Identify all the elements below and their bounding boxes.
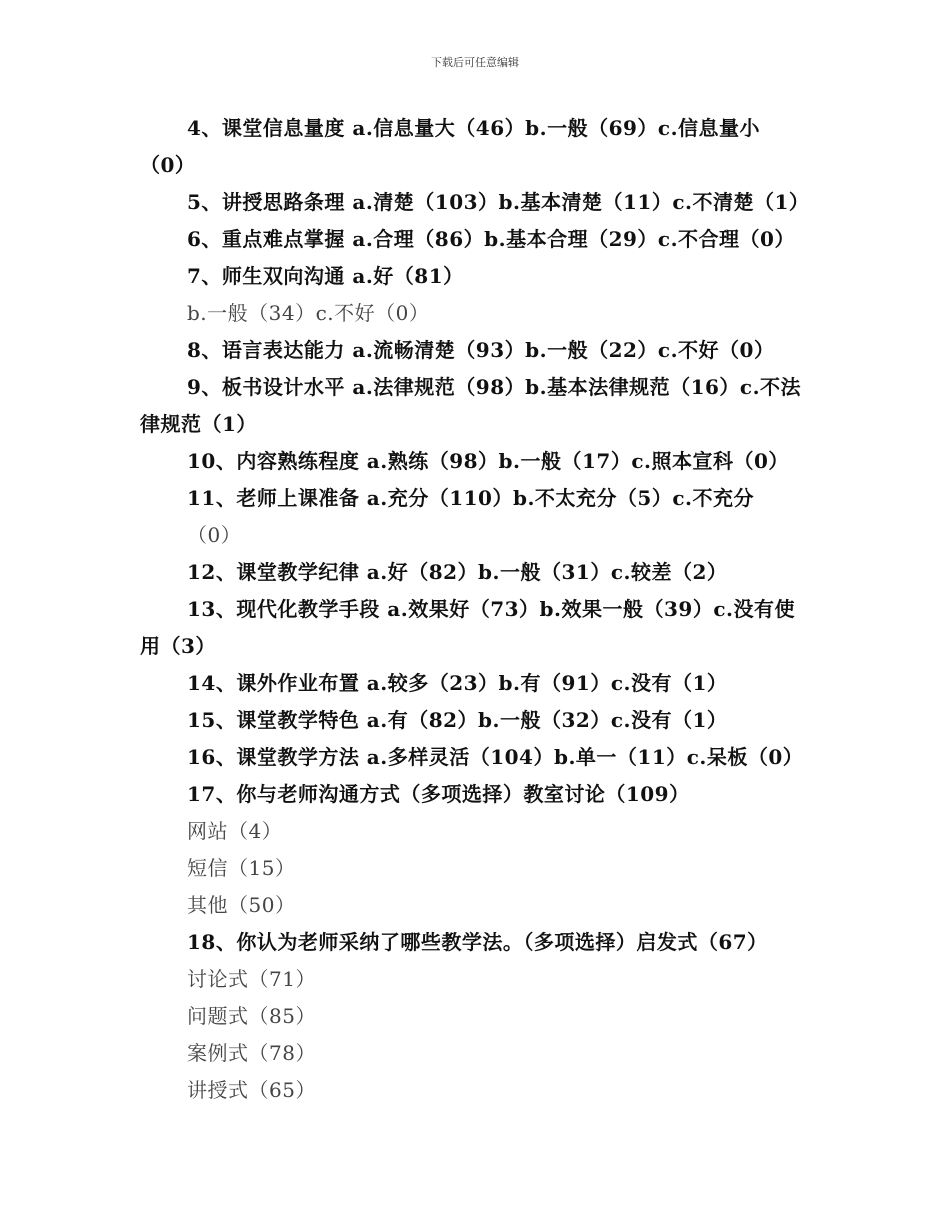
survey-line: b.一般（34）c.不好（0） — [187, 301, 430, 325]
survey-line: 短信（15） — [187, 856, 296, 880]
survey-line: 13、现代化教学手段 a.效果好（73）b.效果一般（39）c.没有使 — [187, 597, 795, 621]
survey-line: 12、课堂教学纪律 a.好（82）b.一般（31）c.较差（2） — [187, 560, 728, 584]
survey-line: 15、课堂教学特色 a.有（82）b.一般（32）c.没有（1） — [187, 708, 728, 732]
survey-line: 9、板书设计水平 a.法律规范（98）b.基本法律规范（16）c.不法 — [187, 375, 802, 399]
survey-line: 用（3） — [140, 634, 216, 658]
survey-line: 问题式（85） — [187, 1004, 316, 1028]
survey-line: 5、讲授思路条理 a.清楚（103）b.基本清楚（11）c.不清楚（1） — [187, 190, 810, 214]
survey-line: （0） — [140, 153, 196, 177]
survey-line: 讲授式（65） — [187, 1078, 316, 1102]
survey-line: 6、重点难点掌握 a.合理（86）b.基本合理（29）c.不合理（0） — [187, 227, 795, 251]
survey-line: 17、你与老师沟通方式（多项选择）教室讨论（109） — [187, 782, 690, 806]
survey-line: 讨论式（71） — [187, 967, 316, 991]
survey-line: 8、语言表达能力 a.流畅清楚（93）b.一般（22）c.不好（0） — [187, 338, 775, 362]
survey-line: 16、课堂教学方法 a.多样灵活（104）b.单一（11）c.呆板（0） — [187, 745, 804, 769]
document-body — [140, 110, 820, 1109]
survey-line: （0） — [187, 523, 242, 547]
survey-line: 律规范（1） — [140, 412, 257, 436]
survey-line: 18、你认为老师采纳了哪些教学法。（多项选择）启发式（67） — [187, 930, 768, 954]
survey-line: 网站（4） — [187, 819, 283, 843]
page-header: 下载后可任意编辑 — [431, 56, 519, 69]
survey-line: 其他（50） — [187, 893, 296, 917]
survey-line: 7、师生双向沟通 a.好（81） — [187, 264, 464, 288]
survey-line: 案例式（78） — [187, 1041, 316, 1065]
survey-line: 10、内容熟练程度 a.熟练（98）b.一般（17）c.照本宣科（0） — [187, 449, 789, 473]
survey-line: 4、课堂信息量度 a.信息量大（46）b.一般（69）c.信息量小 — [187, 116, 761, 140]
survey-line: 11、老师上课准备 a.充分（110）b.不太充分（5）c.不充分 — [187, 486, 754, 510]
survey-line: 14、课外作业布置 a.较多（23）b.有（91）c.没有（1） — [187, 671, 728, 695]
